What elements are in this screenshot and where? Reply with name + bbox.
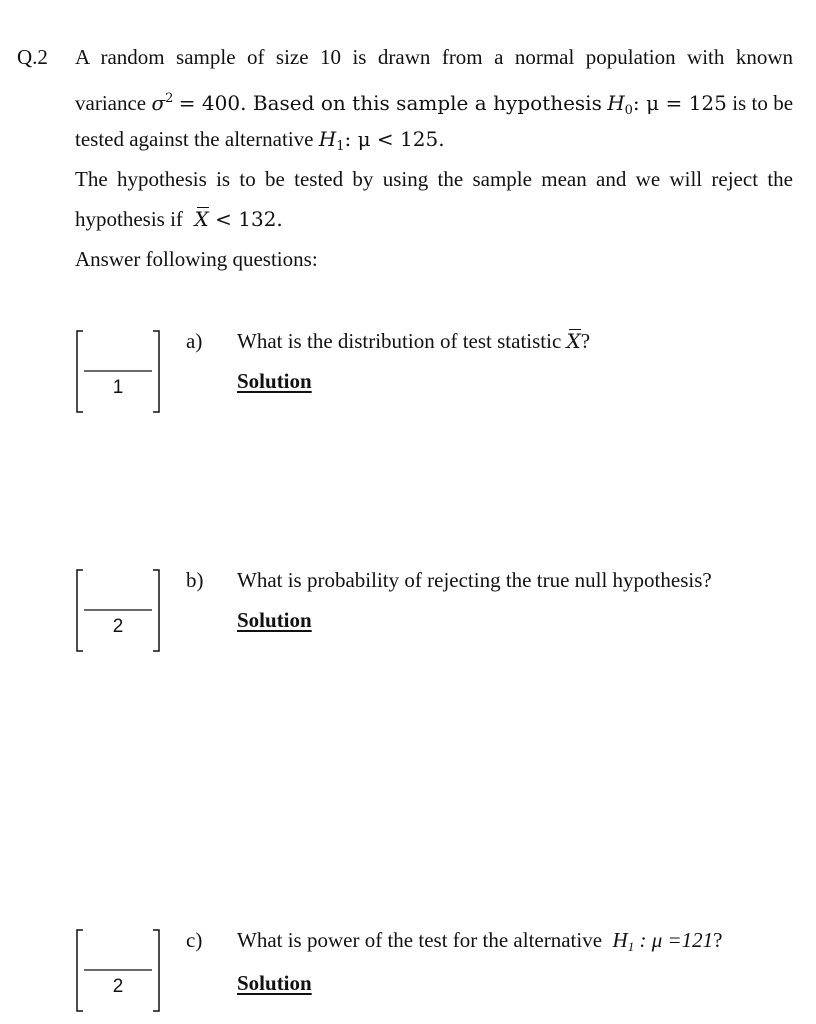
part-b-solution-label: Solution [237, 608, 312, 632]
question-line-4: The hypothesis is to be tested by using the sample mean and we will reject the [75, 167, 793, 191]
marks-value: 1 [112, 377, 124, 398]
question-line-3: tested against the alternative $H_1$: μ < 125. [75, 127, 445, 154]
part-c-letter: c) [186, 928, 203, 952]
bracket-icon [76, 569, 160, 653]
question-number: Q.2 [17, 45, 48, 69]
part-a-solution-label: Solution [237, 369, 312, 393]
bracket-icon [76, 929, 160, 1013]
question-line-1: A random sample of size 10 is drawn from a normal population with known [75, 45, 793, 69]
marks-value: 2 [112, 976, 124, 997]
part-b-question: What is probability of rejecting the true null hypothesis? [237, 568, 712, 592]
question-line-5: hypothesis if X < 132. [75, 207, 283, 231]
part-c-question: What is power of the test for the alternative $H_1$ : μ =121? [237, 928, 723, 954]
part-c-solution-label: Solution [237, 971, 312, 995]
marks-value: 2 [112, 616, 124, 637]
part-a-letter: a) [186, 329, 203, 353]
part-a-question: What is the distribution of test statistic X? [237, 329, 591, 353]
part-b-letter: b) [186, 568, 204, 592]
bracket-icon [76, 330, 160, 414]
marks-box-a [76, 330, 160, 414]
marks-box-c [76, 929, 160, 1013]
question-line-6: Answer following questions: [75, 247, 318, 271]
marks-box-b [76, 569, 160, 653]
question-line-2: variance $\sigma^2 = 400$. Based on this sample a hypothesis $H_0$: μ = 125 is to be [75, 91, 794, 118]
